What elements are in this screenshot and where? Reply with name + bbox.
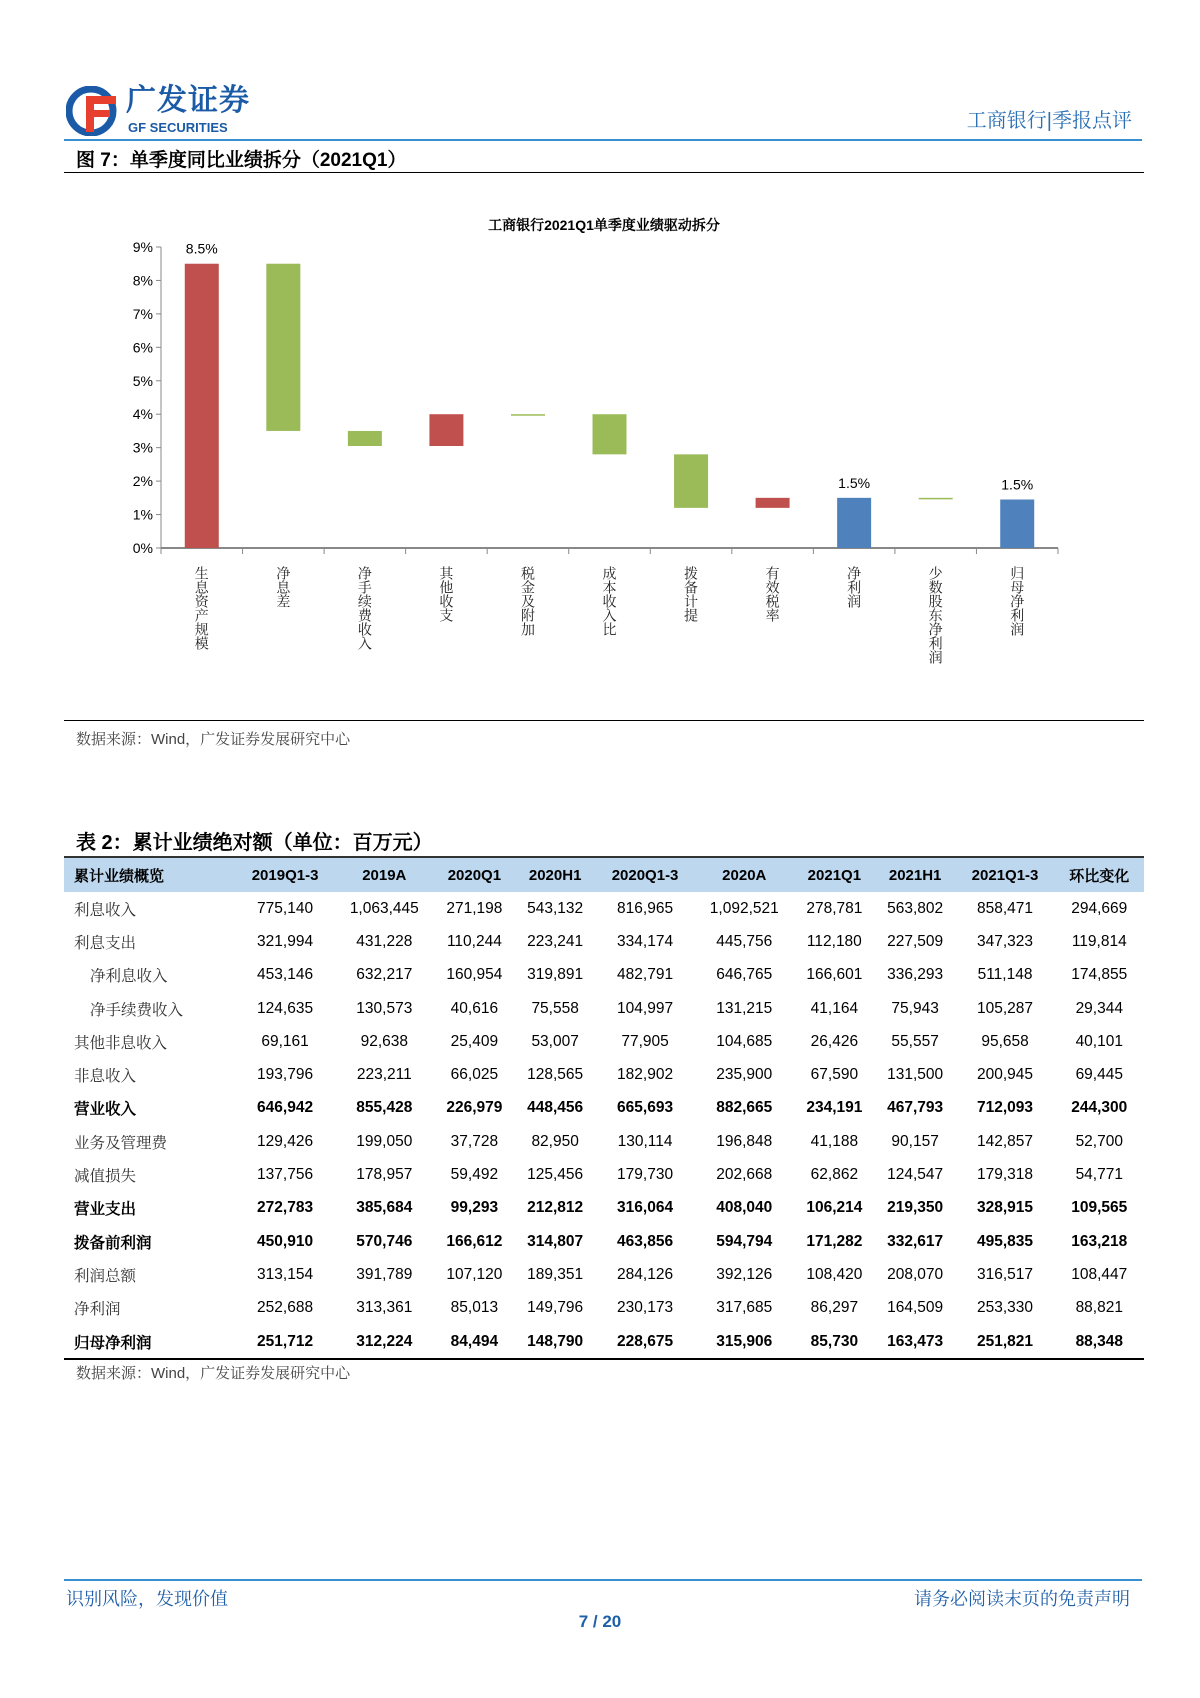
table-cell: 95,658 [981, 1032, 1029, 1050]
table-cell: 219,350 [887, 1199, 944, 1217]
column-header: 累计业绩概览 [74, 867, 165, 885]
table-cell: 336,293 [887, 966, 944, 984]
table-cell: 313,361 [356, 1299, 413, 1317]
table-cell: 29,344 [1075, 999, 1123, 1017]
table-cell: 69,161 [261, 1032, 309, 1050]
column-header: 2021Q1 [807, 866, 862, 884]
table-cell: 570,746 [356, 1232, 413, 1250]
table-cell: 385,684 [356, 1199, 413, 1217]
table-cell: 131,500 [887, 1066, 944, 1084]
row-label: 利息支出 [74, 934, 137, 952]
table-row [64, 1225, 1144, 1258]
y-tick-label: 9% [132, 239, 153, 255]
y-tick-label: 1% [132, 506, 153, 523]
table-row [64, 925, 1144, 958]
table-cell: 251,821 [977, 1332, 1034, 1350]
table-cell: 316,064 [617, 1199, 674, 1217]
row-label: 净手续费收入 [90, 1001, 184, 1019]
x-category-label: 税金及附加 [519, 566, 536, 636]
table-header-row [64, 857, 1144, 892]
table-cell: 251,712 [257, 1332, 314, 1350]
table-cell: 193,796 [257, 1066, 314, 1084]
column-header: 2021Q1-3 [971, 866, 1039, 884]
table-cell: 104,997 [617, 999, 674, 1017]
table-cell: 235,900 [716, 1066, 773, 1084]
table-row [64, 1292, 1144, 1325]
table-cell: 347,323 [977, 932, 1034, 950]
x-category-label: 少数股东净利润 [927, 566, 944, 664]
table-cell: 858,471 [977, 899, 1034, 917]
row-label: 拨备前利润 [74, 1234, 152, 1252]
table-cell: 319,891 [527, 966, 584, 984]
table-cell: 882,665 [716, 1099, 773, 1117]
table-cell: 54,771 [1075, 1166, 1123, 1184]
table-cell: 223,241 [527, 932, 584, 950]
table-cell: 294,669 [1071, 899, 1128, 917]
y-tick-label: 5% [132, 372, 153, 389]
table-cell: 1,092,521 [709, 899, 779, 917]
column-header: 环比变化 [1069, 867, 1130, 885]
table-cell: 52,700 [1075, 1132, 1123, 1150]
table-cell: 244,300 [1071, 1099, 1128, 1117]
table-row [64, 959, 1144, 992]
figure-bottom-divider [64, 720, 1144, 721]
table-cell: 511,148 [977, 966, 1033, 984]
table-row [64, 1192, 1144, 1225]
table-cell: 189,351 [527, 1265, 584, 1283]
table-cell: 646,942 [257, 1099, 314, 1117]
table-cell: 271,198 [446, 899, 503, 917]
table-cell: 109,565 [1071, 1199, 1128, 1217]
table-cell: 75,943 [891, 999, 939, 1017]
table-cell: 223,211 [356, 1066, 412, 1084]
figure-source: 数据来源：Wind，广发证券发展研究中心 [76, 731, 351, 748]
table-cell: 202,668 [716, 1166, 773, 1184]
table-cell: 199,050 [356, 1132, 413, 1150]
row-label: 营业支出 [74, 1201, 137, 1219]
table-cell: 171,282 [806, 1232, 863, 1250]
table-row [64, 1258, 1144, 1291]
table-cell: 149,796 [527, 1299, 584, 1317]
table-cell: 59,492 [450, 1166, 499, 1184]
table-cell: 67,590 [810, 1066, 859, 1084]
table-cell: 317,685 [716, 1299, 773, 1317]
table-title: 表 2：累计业绩绝对额（单位：百万元） [76, 832, 433, 854]
table-cell: 25,409 [450, 1032, 499, 1050]
y-tick-label: 3% [132, 439, 153, 456]
table-cell: 163,473 [887, 1332, 944, 1350]
table-cell: 278,781 [806, 899, 863, 917]
table-row [64, 1325, 1144, 1359]
table-cell: 482,791 [617, 966, 674, 984]
table-row [64, 1125, 1144, 1158]
row-label: 利润总额 [74, 1267, 137, 1285]
table-cell: 253,330 [977, 1299, 1034, 1317]
y-tick-label: 6% [132, 339, 153, 356]
data-label: 1.5% [1001, 476, 1034, 493]
table-cell: 41,188 [810, 1132, 859, 1150]
table-cell: 816,965 [617, 899, 674, 917]
table-cell: 321,994 [257, 932, 314, 950]
table-row [64, 992, 1144, 1025]
chart-title: 工商银行2021Q1单季度业绩驱动拆分 [488, 217, 720, 233]
table-row [64, 1158, 1144, 1191]
table-cell: 107,120 [446, 1265, 503, 1283]
x-category-label: 拨备计提 [683, 566, 700, 622]
table-cell: 632,217 [356, 966, 413, 984]
x-category-labels [64, 210, 1144, 680]
x-category-label: 净息差 [275, 566, 292, 608]
table-cell: 1,063,445 [349, 899, 419, 917]
row-label: 业务及管理费 [74, 1134, 168, 1152]
table-cell: 164,509 [887, 1299, 944, 1317]
table-cell: 112,180 [806, 932, 862, 950]
table-cell: 119,814 [1071, 932, 1127, 950]
y-tick-label: 4% [132, 406, 153, 423]
table-cell: 90,157 [891, 1132, 939, 1150]
table-cell: 563,802 [887, 899, 944, 917]
figure-divider [64, 172, 1144, 173]
table-cell: 125,456 [527, 1166, 584, 1184]
table-cell: 26,426 [810, 1032, 859, 1050]
table-cell: 37,728 [450, 1132, 499, 1150]
row-label: 非息收入 [74, 1068, 137, 1086]
table-cell: 453,146 [257, 966, 314, 984]
y-tick-label: 7% [132, 305, 153, 322]
table-cell: 543,132 [527, 899, 584, 917]
y-tick-label: 8% [132, 272, 153, 289]
column-header: 2019Q1-3 [251, 866, 319, 884]
row-label: 减值损失 [74, 1168, 137, 1186]
table-cell: 408,040 [716, 1199, 773, 1217]
table-cell: 272,783 [257, 1199, 314, 1217]
table-cell: 40,101 [1075, 1032, 1123, 1050]
table-cell: 88,821 [1075, 1299, 1123, 1317]
table-cell: 450,910 [257, 1232, 314, 1250]
table-cell: 179,730 [617, 1166, 674, 1184]
table-cell: 82,950 [531, 1132, 579, 1150]
x-category-label: 成本收入比 [601, 566, 618, 636]
table-row [64, 892, 1144, 925]
table-cell: 55,557 [891, 1032, 939, 1050]
table-cell: 106,214 [806, 1199, 863, 1217]
table-cell: 855,428 [356, 1099, 413, 1117]
table-cell: 129,426 [257, 1132, 314, 1150]
table-cell: 128,565 [527, 1066, 584, 1084]
table-cell: 108,420 [806, 1265, 863, 1283]
table-cell: 104,685 [716, 1032, 773, 1050]
table-cell: 92,638 [360, 1032, 408, 1050]
table-cell: 775,140 [257, 899, 314, 917]
logo-text: 广发证券 [126, 84, 250, 117]
table-cell: 178,957 [356, 1166, 413, 1184]
table-cell: 85,730 [810, 1332, 859, 1350]
logo-subtext: GF SECURITIES [128, 120, 228, 135]
row-label: 其他非息收入 [74, 1034, 168, 1052]
column-header: 2021H1 [888, 866, 942, 884]
table-cell: 463,856 [617, 1232, 674, 1250]
y-tick-label: 2% [132, 473, 153, 490]
footer-disclaimer: 请务必阅读末页的免责声明 [914, 1589, 1130, 1609]
table-cell: 227,509 [887, 932, 944, 950]
table-cell: 431,228 [356, 932, 413, 950]
x-category-label: 生息资产规模 [193, 566, 210, 650]
row-label: 归母净利润 [74, 1334, 152, 1352]
table-cell: 166,612 [446, 1232, 503, 1250]
data-label: 8.5% [185, 240, 218, 257]
table-cell: 85,013 [450, 1299, 499, 1317]
table-cell: 88,348 [1075, 1332, 1123, 1350]
table-cell: 665,693 [617, 1099, 674, 1117]
table-cell: 391,789 [356, 1265, 413, 1283]
row-label: 利息收入 [74, 901, 137, 919]
table-cell: 196,848 [716, 1132, 773, 1150]
table-cell: 208,070 [887, 1265, 944, 1283]
table-cell: 316,517 [977, 1265, 1034, 1283]
table-cell: 313,154 [257, 1265, 314, 1283]
header-divider [64, 139, 1142, 141]
table-cell: 174,855 [1071, 966, 1128, 984]
footer-divider [64, 1579, 1142, 1581]
x-category-label: 归母净利润 [1009, 566, 1026, 636]
table-cell: 234,191 [806, 1099, 863, 1117]
performance-table [64, 856, 1144, 1360]
table-cell: 148,790 [527, 1332, 584, 1350]
table-cell: 124,635 [257, 999, 314, 1017]
table-cell: 110,244 [446, 932, 502, 950]
footer-slogan: 识别风险，发现价值 [66, 1589, 228, 1609]
table-cell: 142,857 [977, 1132, 1034, 1150]
table-cell: 137,756 [257, 1166, 314, 1184]
column-header: 2020Q1-3 [611, 866, 679, 884]
table-cell: 646,765 [716, 966, 773, 984]
table-cell: 315,906 [716, 1332, 773, 1350]
table-cell: 334,174 [617, 932, 674, 950]
table-cell: 160,954 [446, 966, 503, 984]
table-row [64, 1092, 1144, 1125]
table-cell: 445,756 [716, 932, 773, 950]
table-cell: 284,126 [617, 1265, 674, 1283]
table-cell: 328,915 [977, 1199, 1034, 1217]
table-cell: 108,447 [1071, 1265, 1128, 1283]
table-cell: 712,093 [977, 1099, 1034, 1117]
table-cell: 105,287 [977, 999, 1034, 1017]
table-row [64, 1058, 1144, 1091]
table-cell: 179,318 [977, 1166, 1034, 1184]
column-header: 2020Q1 [447, 866, 502, 884]
table-cell: 77,905 [621, 1032, 669, 1050]
table-cell: 200,945 [977, 1066, 1034, 1084]
table-cell: 84,494 [450, 1332, 499, 1350]
table-cell: 66,025 [450, 1066, 499, 1084]
table-cell: 75,558 [531, 999, 579, 1017]
table-cell: 166,601 [806, 966, 863, 984]
table-cell: 131,215 [716, 999, 773, 1017]
table-cell: 130,573 [356, 999, 413, 1017]
table-cell: 332,617 [887, 1232, 944, 1250]
table-cell: 124,547 [887, 1166, 944, 1184]
table-cell: 230,173 [617, 1299, 674, 1317]
table-cell: 495,835 [977, 1232, 1034, 1250]
table-cell: 69,445 [1075, 1066, 1123, 1084]
table-source: 数据来源：Wind，广发证券发展研究中心 [76, 1365, 351, 1382]
row-label: 营业收入 [74, 1101, 137, 1119]
gf-logo-icon [66, 86, 120, 136]
table-cell: 228,675 [617, 1332, 674, 1350]
table-cell: 41,164 [810, 999, 859, 1017]
column-header: 2019A [362, 866, 407, 884]
y-tick-label: 0% [132, 540, 153, 556]
table-cell: 314,807 [527, 1232, 584, 1250]
table-cell: 130,114 [617, 1132, 673, 1150]
x-category-label: 净手续费收入 [356, 566, 373, 650]
x-category-label: 净利润 [846, 566, 863, 608]
table-cell: 182,902 [617, 1066, 674, 1084]
page-number: 7 / 20 [578, 1612, 622, 1631]
row-label: 净利润 [74, 1301, 121, 1319]
document-header-title: 工商银行|季报点评 [966, 110, 1132, 132]
figure-title: 图 7：单季度同比业绩拆分（2021Q1） [76, 150, 407, 171]
x-category-label: 有效税率 [764, 566, 781, 622]
row-label: 净利息收入 [90, 968, 168, 986]
data-label: 1.5% [838, 474, 871, 491]
table-cell: 40,616 [450, 999, 499, 1017]
table-cell: 448,456 [527, 1099, 584, 1117]
table-cell: 62,862 [810, 1166, 859, 1184]
column-header: 2020A [722, 866, 767, 884]
table-cell: 392,126 [716, 1265, 773, 1283]
table-cell: 594,794 [716, 1232, 773, 1250]
column-header: 2020H1 [528, 866, 582, 884]
table-cell: 53,007 [531, 1032, 579, 1050]
table-cell: 252,688 [257, 1299, 314, 1317]
table-cell: 312,224 [356, 1332, 413, 1350]
table-cell: 99,293 [450, 1199, 499, 1217]
table-row [64, 1025, 1144, 1058]
table-cell: 226,979 [446, 1099, 503, 1117]
table-cell: 163,218 [1071, 1232, 1128, 1250]
x-category-label: 其他收支 [438, 566, 455, 622]
table-cell: 467,793 [887, 1099, 944, 1117]
table-cell: 86,297 [810, 1299, 859, 1317]
table-cell: 212,812 [527, 1199, 584, 1217]
